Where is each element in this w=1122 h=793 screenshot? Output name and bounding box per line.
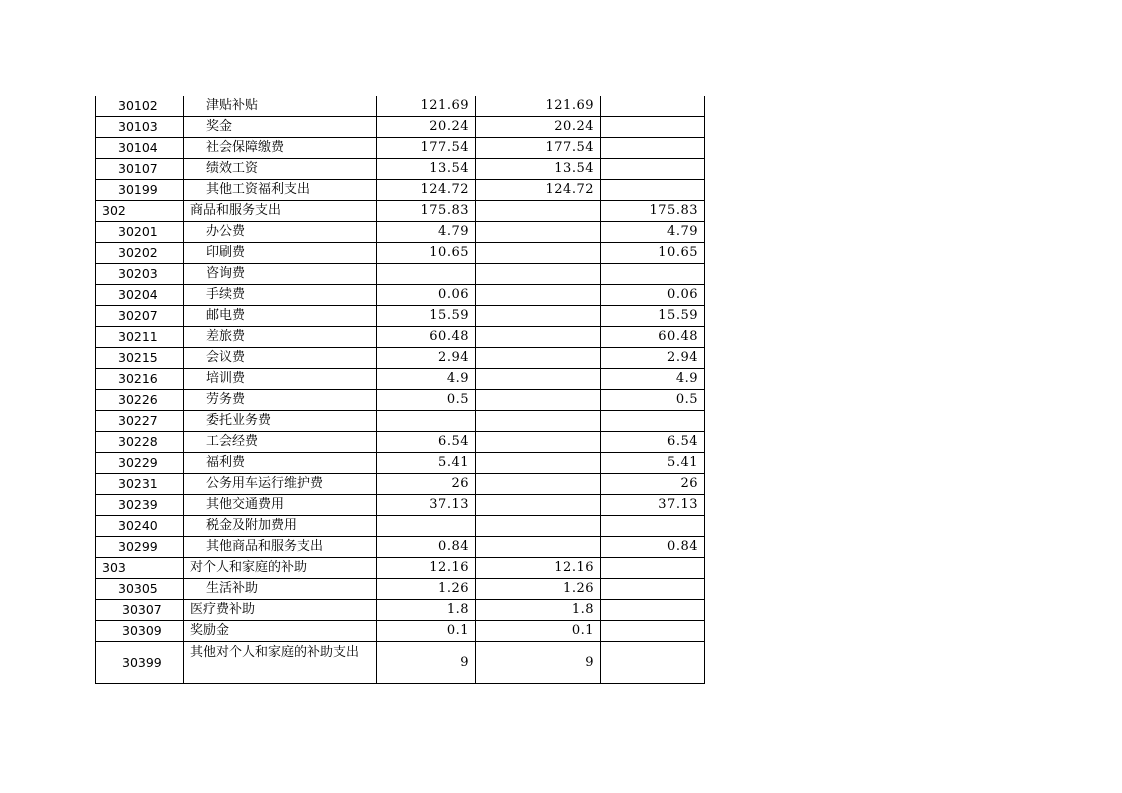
table-row xyxy=(96,264,705,285)
name-cell: 奖励金 xyxy=(184,621,377,642)
public-cell xyxy=(601,579,705,600)
personnel-cell xyxy=(476,474,601,495)
personnel-cell xyxy=(476,243,601,264)
personnel-cell xyxy=(476,390,601,411)
code-cell: 30231 xyxy=(96,474,184,495)
code-cell: 30215 xyxy=(96,348,184,369)
total-cell: 2.94 xyxy=(377,348,476,369)
personnel-cell xyxy=(476,348,601,369)
name-cell: 津贴补贴 xyxy=(184,96,377,117)
code-cell: 30204 xyxy=(96,285,184,306)
table-row xyxy=(96,579,705,600)
name-cell: 对个人和家庭的补助 xyxy=(184,558,377,579)
total-cell: 5.41 xyxy=(377,453,476,474)
total-cell: 13.54 xyxy=(377,159,476,180)
name-cell: 办公费 xyxy=(184,222,377,243)
code-cell: 30216 xyxy=(96,369,184,390)
code-cell: 30307 xyxy=(96,600,184,621)
table-row xyxy=(96,96,705,117)
code-cell: 30207 xyxy=(96,306,184,327)
public-cell: 4.79 xyxy=(601,222,705,243)
total-cell: 10.65 xyxy=(377,243,476,264)
total-cell: 0.1 xyxy=(377,621,476,642)
personnel-cell xyxy=(476,411,601,432)
name-cell: 邮电费 xyxy=(184,306,377,327)
public-cell xyxy=(601,642,705,684)
name-cell: 培训费 xyxy=(184,369,377,390)
personnel-cell xyxy=(476,306,601,327)
public-cell xyxy=(601,600,705,621)
name-cell: 咨询费 xyxy=(184,264,377,285)
code-cell: 30103 xyxy=(96,117,184,138)
code-cell: 30104 xyxy=(96,138,184,159)
name-cell: 生活补助 xyxy=(184,579,377,600)
name-cell: 工会经费 xyxy=(184,432,377,453)
personnel-cell: 20.24 xyxy=(476,117,601,138)
name-cell: 公务用车运行维护费 xyxy=(184,474,377,495)
code-cell: 30240 xyxy=(96,516,184,537)
code-cell: 30107 xyxy=(96,159,184,180)
code-cell: 30199 xyxy=(96,180,184,201)
personnel-cell: 121.69 xyxy=(476,96,601,117)
total-cell: 26 xyxy=(377,474,476,495)
total-cell xyxy=(377,264,476,285)
name-cell: 委托业务费 xyxy=(184,411,377,432)
code-cell: 30102 xyxy=(96,96,184,117)
total-cell: 121.69 xyxy=(377,96,476,117)
public-cell: 60.48 xyxy=(601,327,705,348)
public-cell: 37.13 xyxy=(601,495,705,516)
code-cell: 30309 xyxy=(96,621,184,642)
personnel-cell: 13.54 xyxy=(476,159,601,180)
table-row xyxy=(96,453,705,474)
public-cell xyxy=(601,159,705,180)
total-cell: 37.13 xyxy=(377,495,476,516)
public-cell: 0.84 xyxy=(601,537,705,558)
table-row xyxy=(96,516,705,537)
table-row xyxy=(96,222,705,243)
public-cell: 0.5 xyxy=(601,390,705,411)
table-row xyxy=(96,180,705,201)
table-row xyxy=(96,474,705,495)
code-cell: 30229 xyxy=(96,453,184,474)
table-row xyxy=(96,138,705,159)
name-cell: 医疗费补助 xyxy=(184,600,377,621)
public-cell xyxy=(601,180,705,201)
public-cell xyxy=(601,96,705,117)
table-row xyxy=(96,411,705,432)
code-cell: 30227 xyxy=(96,411,184,432)
public-cell: 2.94 xyxy=(601,348,705,369)
name-cell: 其他交通费用 xyxy=(184,495,377,516)
total-cell: 175.83 xyxy=(377,201,476,222)
table-row xyxy=(96,621,705,642)
total-cell xyxy=(377,411,476,432)
personnel-cell: 0.1 xyxy=(476,621,601,642)
public-cell: 6.54 xyxy=(601,432,705,453)
public-cell: 15.59 xyxy=(601,306,705,327)
public-cell xyxy=(601,558,705,579)
total-cell: 177.54 xyxy=(377,138,476,159)
total-cell: 1.26 xyxy=(377,579,476,600)
code-cell: 30399 xyxy=(96,642,184,684)
table-row xyxy=(96,432,705,453)
name-cell: 绩效工资 xyxy=(184,159,377,180)
public-cell: 175.83 xyxy=(601,201,705,222)
table-row xyxy=(96,600,705,621)
personnel-cell xyxy=(476,453,601,474)
code-cell: 30305 xyxy=(96,579,184,600)
total-cell: 0.84 xyxy=(377,537,476,558)
name-cell: 其他对个人和家庭的补助支出 xyxy=(184,642,377,684)
total-cell xyxy=(377,516,476,537)
table-row xyxy=(96,495,705,516)
personnel-cell xyxy=(476,537,601,558)
total-cell: 4.79 xyxy=(377,222,476,243)
total-cell: 0.5 xyxy=(377,390,476,411)
public-cell: 26 xyxy=(601,474,705,495)
table-row xyxy=(96,348,705,369)
personnel-cell xyxy=(476,516,601,537)
name-cell: 福利费 xyxy=(184,453,377,474)
total-cell: 9 xyxy=(377,642,476,684)
total-cell: 4.9 xyxy=(377,369,476,390)
total-cell: 60.48 xyxy=(377,327,476,348)
budget-expenditure-table xyxy=(95,96,705,684)
personnel-cell: 12.16 xyxy=(476,558,601,579)
personnel-cell xyxy=(476,369,601,390)
table-row xyxy=(96,117,705,138)
public-cell xyxy=(601,621,705,642)
personnel-cell xyxy=(476,495,601,516)
personnel-cell xyxy=(476,201,601,222)
public-cell xyxy=(601,138,705,159)
table-row xyxy=(96,537,705,558)
code-cell: 30239 xyxy=(96,495,184,516)
table-row xyxy=(96,390,705,411)
table-row xyxy=(96,369,705,390)
total-cell: 15.59 xyxy=(377,306,476,327)
personnel-cell: 124.72 xyxy=(476,180,601,201)
code-cell: 30203 xyxy=(96,264,184,285)
total-cell: 6.54 xyxy=(377,432,476,453)
table-row xyxy=(96,306,705,327)
code-cell: 30201 xyxy=(96,222,184,243)
code-cell: 30299 xyxy=(96,537,184,558)
personnel-cell: 9 xyxy=(476,642,601,684)
personnel-cell xyxy=(476,285,601,306)
total-cell: 20.24 xyxy=(377,117,476,138)
name-cell: 社会保障缴费 xyxy=(184,138,377,159)
name-cell: 劳务费 xyxy=(184,390,377,411)
total-cell: 1.8 xyxy=(377,600,476,621)
name-cell: 税金及附加费用 xyxy=(184,516,377,537)
total-cell: 12.16 xyxy=(377,558,476,579)
code-cell: 30202 xyxy=(96,243,184,264)
public-cell: 0.06 xyxy=(601,285,705,306)
code-cell: 30211 xyxy=(96,327,184,348)
name-cell: 商品和服务支出 xyxy=(184,201,377,222)
personnel-cell xyxy=(476,264,601,285)
table-row xyxy=(96,159,705,180)
public-cell: 4.9 xyxy=(601,369,705,390)
public-cell xyxy=(601,117,705,138)
table-row xyxy=(96,201,705,222)
public-cell xyxy=(601,264,705,285)
total-cell: 0.06 xyxy=(377,285,476,306)
name-cell: 其他工资福利支出 xyxy=(184,180,377,201)
public-cell xyxy=(601,411,705,432)
name-cell: 其他商品和服务支出 xyxy=(184,537,377,558)
personnel-cell xyxy=(476,327,601,348)
name-cell: 手续费 xyxy=(184,285,377,306)
name-cell: 奖金 xyxy=(184,117,377,138)
public-cell: 5.41 xyxy=(601,453,705,474)
table-row xyxy=(96,642,705,684)
public-cell: 10.65 xyxy=(601,243,705,264)
personnel-cell xyxy=(476,432,601,453)
code-cell: 30228 xyxy=(96,432,184,453)
code-cell: 302 xyxy=(96,201,184,222)
table-body xyxy=(96,96,705,684)
table-row xyxy=(96,327,705,348)
personnel-cell: 177.54 xyxy=(476,138,601,159)
total-cell: 124.72 xyxy=(377,180,476,201)
table-row xyxy=(96,558,705,579)
personnel-cell: 1.26 xyxy=(476,579,601,600)
personnel-cell xyxy=(476,222,601,243)
name-cell: 差旅费 xyxy=(184,327,377,348)
table-row xyxy=(96,285,705,306)
public-cell xyxy=(601,516,705,537)
table-row xyxy=(96,243,705,264)
personnel-cell: 1.8 xyxy=(476,600,601,621)
code-cell: 30226 xyxy=(96,390,184,411)
code-cell: 303 xyxy=(96,558,184,579)
name-cell: 会议费 xyxy=(184,348,377,369)
name-cell: 印刷费 xyxy=(184,243,377,264)
